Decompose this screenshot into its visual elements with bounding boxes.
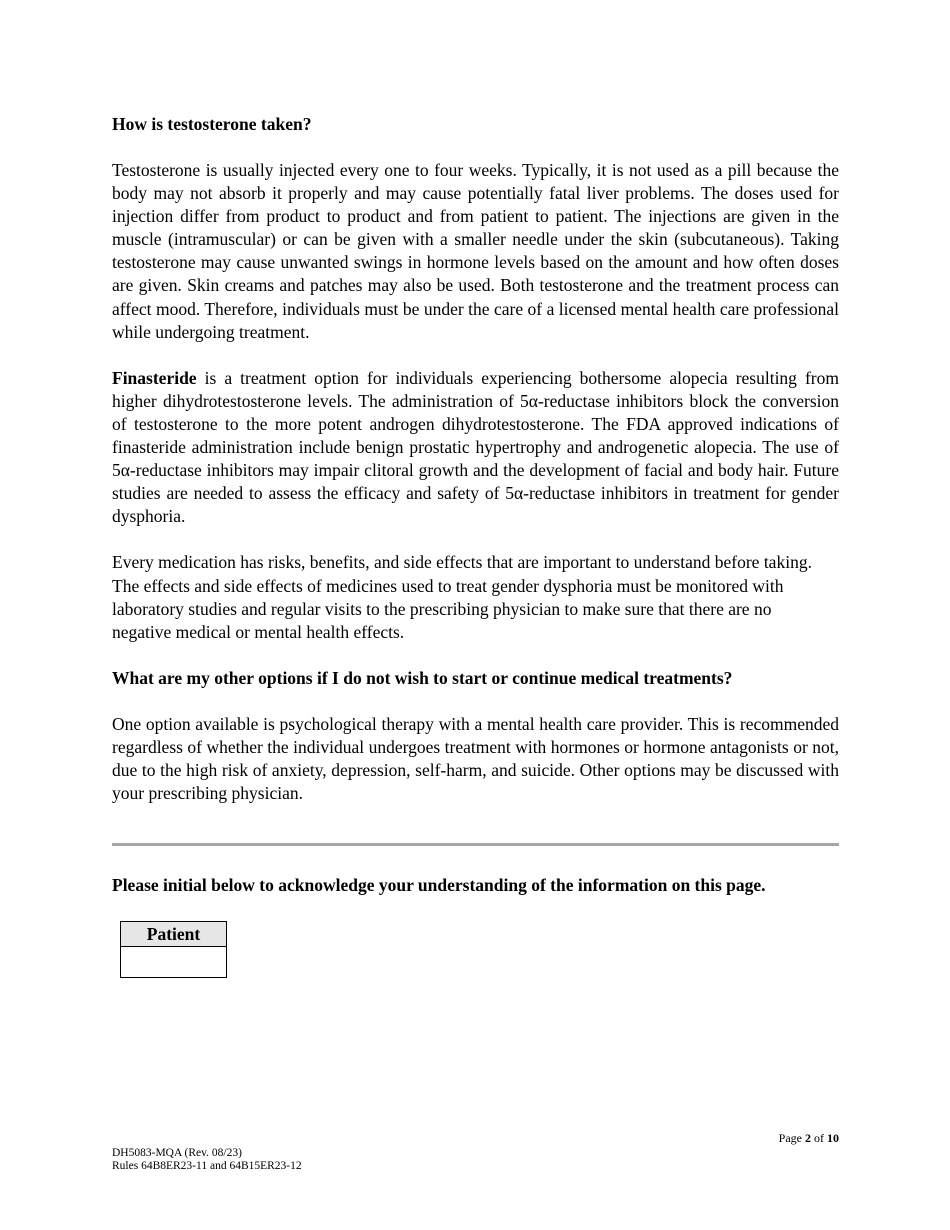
form-id: DH5083-MQA (Rev. 08/23) — [112, 1147, 242, 1159]
testosterone-paragraph: Testosterone is usually injected every one to four weeks. Typically, it is not used as a pill because the body may not absorb it properly and may cause potentially fatal liver problems. The doses used for injection differ from product to product and from patient to patient. The injections are given in the muscle (intramuscular) or can be given with a smaller needle under the skin (subcutaneous). Taking testosterone may cause unwanted swings in hormone levels based on the amount and how often doses are given. Skin creams and patches may also be used. Both testosterone and the treatment process can affect mood. Therefore, individuals must be under the care of a licensed mental health care professional while undergoing treatment. — [112, 160, 839, 342]
finasteride-term: Finasteride — [112, 367, 197, 388]
page-number-prefix: Page — [778, 1131, 805, 1145]
page-number-total: 10 — [827, 1131, 839, 1145]
page-number-separator: of — [811, 1131, 827, 1145]
finasteride-text: is a treatment option for individuals experiencing bothersome alopecia resulting from higher dihydrotestosterone levels. The administration of 5α-reductase inhibitors block the conversion of testosterone to the more potent androgen dihydrotestosterone. The FDA approved indications of finasteride administration include benign prostatic hypertrophy and androgenetic alopecia. The use of 5α-reductase inhibitors may impair clitoral growth and the development of facial and body hair. Future studies are needed to assess the efficacy and safety of 5α-reductase inhibitors in treatment for gender dysphoria. — [112, 367, 839, 527]
testosterone-heading: How is testosterone taken? — [112, 114, 312, 134]
options-heading: What are my other options if I do not wish to start or continue medical treatments? — [112, 667, 733, 688]
document-footer — [112, 1147, 302, 1173]
patient-initial-field[interactable] — [121, 947, 226, 977]
page-number — [779, 1131, 839, 1145]
rules-reference: Rules 64B8ER23-11 and 64B15ER23-12 — [112, 1160, 302, 1172]
patient-initial-table — [120, 921, 227, 978]
acknowledgement-instruction: Please initial below to acknowledge your understanding of the information on this page. — [112, 875, 766, 895]
medication-paragraph: Every medication has risks, benefits, and side effects that are important to understand before taking. The effects and side effects of medicines used to treat gender dysphoria must be monitored with laboratory studies and regular visits to the prescribing physician to make sure that there are no negative medical or mental health effects. — [112, 552, 812, 642]
document-body — [112, 113, 839, 828]
patient-column-header: Patient — [121, 922, 226, 947]
options-paragraph: One option available is psychological therapy with a mental health care provider. This is recommended regardless of whether the individual undergoes treatment with hormones or hormone antagonists or not, due to the high risk of anxiety, depression, self-harm, and suicide. Other options may be discussed with your prescribing physician. — [112, 713, 839, 804]
page-number-current: 2 — [805, 1131, 811, 1145]
finasteride-paragraph — [112, 367, 839, 529]
section-divider — [112, 843, 839, 846]
